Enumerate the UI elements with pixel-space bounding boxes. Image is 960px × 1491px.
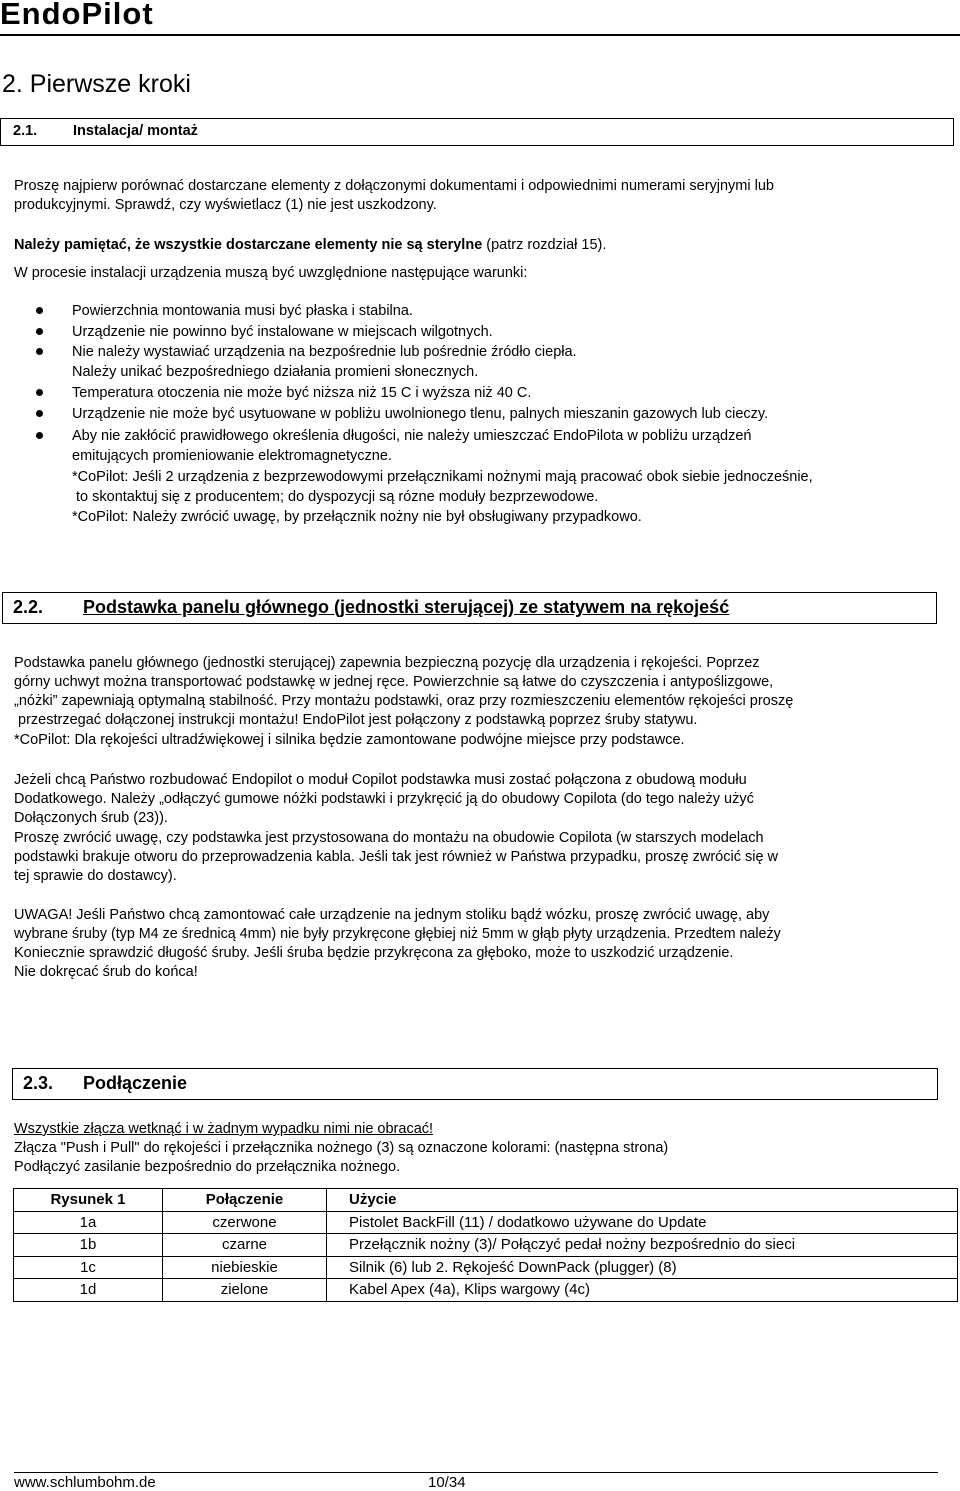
bold-note: Należy pamiętać, że wszystkie dostarczane elementy nie są sterylne (14, 237, 483, 253)
list-item: Aby nie zakłócić prawidłowego określenia długości, nie należy umieszczać EndoPilota w pobliżu urządzeń (72, 428, 752, 444)
list-item: Urządzenie nie może być usytuowane w pobliżu uwolnionego tlenu, palnych mieszanin gazowych lub cieczy. (72, 406, 769, 422)
section-title: Podłączenie (83, 1073, 188, 1093)
section-number: 2.1. (13, 123, 38, 139)
bullet-icon (36, 389, 43, 396)
paragraph (14, 236, 606, 255)
table-cell: 1c (14, 1256, 163, 1279)
list-item: Temperatura otoczenia nie może być niższa niż 15 C i wyższa niż 40 C. (72, 385, 532, 401)
paragraph: Dołączonych śrub (23)). (14, 810, 168, 826)
table-cell: czarne (163, 1234, 327, 1257)
table-cell: niebieskie (163, 1256, 327, 1279)
table-row (14, 1211, 958, 1234)
paragraph: Podłączyć zasilanie bezpośrednio do przełącznika nożnego. (14, 1159, 401, 1175)
page-number: 10/34 (428, 1474, 466, 1491)
header-divider (0, 34, 960, 36)
connection-table (13, 1188, 958, 1302)
table-row (14, 1234, 958, 1257)
table-row (14, 1256, 958, 1279)
paragraph: W procesie instalacji urządzenia muszą być uwzględnione następujące warunki: (14, 265, 528, 281)
section-title: Instalacja/ montaż (73, 123, 198, 139)
list-item-continuation: emitujących promieniowanie elektromagnetyczne. (72, 448, 392, 464)
paragraph: „nóżki” zapewniają optymalną stabilność. Przy montażu podstawki, oraz przy rozmieszczeniu elementów rękojeści proszę (14, 693, 794, 709)
table-row (14, 1279, 958, 1302)
table-cell: 1b (14, 1234, 163, 1257)
copilot-note: *CoPilot: Należy zwrócić uwagę, by przełącznik nożny nie był obsługiwany przypadkowo. (72, 509, 642, 525)
section-2-3-heading (12, 1068, 938, 1100)
paragraph: *CoPilot: Dla rękojeści ultradźwiękowej i silnika będzie zamontowane podwójne miejsce przy podstawce. (14, 732, 685, 748)
section-title: Podstawka panelu głównego (jednostki sterującej) ze statywem na rękojeść (83, 597, 730, 617)
table-cell: zielone (163, 1279, 327, 1302)
copilot-note: *CoPilot: Jeśli 2 urządzenia z bezprzewodowymi przełącznikami nożnymi mają pracować obok siebie jednocześnie, (72, 469, 813, 485)
chapter-title: 2. Pierwsze kroki (2, 70, 191, 98)
warning-paragraph: wybrane śruby (typ M4 ze średnicą 4mm) nie były przykręcone głębiej niż 5mm w głąb płyty urządzenia. Przedtem należy (14, 926, 781, 942)
paragraph: Złącza "Push i Pull" do rękojeści i przełącznika nożnego (3) są oznaczone kolorami: (następna strona) (14, 1140, 669, 1156)
section-number: 2.3. (23, 1073, 54, 1093)
table-cell: Przełącznik nożny (3)/ Połączyć pedał nożny bezpośrednio do sieci (327, 1234, 958, 1257)
section-2-1-heading (0, 118, 954, 146)
table-cell: 1a (14, 1211, 163, 1234)
list-item: Nie należy wystawiać urządzenia na bezpośrednie lub pośrednie źródło ciepła. (72, 344, 577, 360)
table-cell: czerwone (163, 1211, 327, 1234)
section-2-2-heading (2, 592, 937, 624)
paragraph: podstawki brakuje otworu do przeprowadzenia kabla. Jeśli tak jest również w Państwa przypadku, proszę zwrócić się w (14, 849, 779, 865)
paragraph: produkcyjnymi. Sprawdź, czy wyświetlacz (1) nie jest uszkodzony. (14, 197, 437, 213)
list-item: Należy unikać bezpośredniego działania promieni słonecznych. (72, 364, 479, 380)
bullet-icon (36, 348, 43, 355)
table-cell: 1d (14, 1279, 163, 1302)
bullet-icon (36, 328, 43, 335)
paragraph: Podstawka panelu głównego (jednostki sterującej) zapewnia bezpieczną pozycję dla urządzenia i rękojeści. Poprzez (14, 655, 760, 671)
table-cell: Pistolet BackFill (11) / dodatkowo używane do Update (327, 1211, 958, 1234)
note-ref: (patrz rozdział 15). (482, 237, 607, 253)
table-cell: Silnik (6) lub 2. Rękojeść DownPack (plugger) (8) (327, 1256, 958, 1279)
brand-logo: EndoPilot (0, 0, 154, 31)
paragraph: tej sprawie do dostawcy). (14, 868, 177, 884)
warning-paragraph: Koniecznie sprawdzić długość śruby. Jeśli śruba będzie przykręcona za głęboko, może to uszkodzić urządzenie. (14, 945, 734, 961)
copilot-note: to skontaktuj się z producentem; do dyspozycji są rózne moduły bezprzewodowe. (72, 489, 599, 505)
paragraph: Jeżeli chcą Państwo rozbudować Endopilot o moduł Copilot podstawka musi zostać połączona z obudową modułu (14, 772, 747, 788)
list-item: Urządzenie nie powinno być instalowane w miejscach wilgotnych. (72, 324, 493, 340)
footer-website: www.schlumbohm.de (14, 1474, 156, 1491)
paragraph: górny uchwyt można transportować podstawkę w jednej ręce. Powierzchnie są łatwe do czyszczenia i antypoślizgowe, (14, 674, 774, 690)
warning-paragraph: Nie dokręcać śrub do końca! (14, 964, 198, 980)
list-item: Powierzchnia montowania musi być płaska i stabilna. (72, 303, 413, 319)
warning-paragraph: UWAGA! Jeśli Państwo chcą zamontować całe urządzenie na jednym stoliku bądź wózku, proszę zwrócić uwagę, aby (14, 907, 770, 923)
paragraph: Dodatkowego. Należy „odłączyć gumowe nóżki podstawki i przykręcić ją do obudowy Copilota (do tego należy użyć (14, 791, 754, 807)
bullet-icon (36, 410, 43, 417)
paragraph: Proszę zwrócić uwagę, czy podstawka jest przystosowana do montażu na obudowie Copilota (w starszych modelach (14, 830, 764, 846)
column-header: Połączenie (163, 1189, 327, 1212)
bullet-icon (36, 432, 43, 439)
column-header: Rysunek 1 (14, 1189, 163, 1212)
paragraph: Proszę najpierw porównać dostarczane elementy z dołączonymi dokumentami i odpowiednimi numerami seryjnymi lub (14, 178, 774, 194)
paragraph: Wszystkie złącza wetknąć i w żadnym wypadku nimi nie obracać! (14, 1121, 434, 1137)
table-cell: Kabel Apex (4a), Klips wargowy (4c) (327, 1279, 958, 1302)
section-number: 2.2. (13, 597, 44, 617)
bullet-icon (36, 307, 43, 314)
footer-divider (14, 1472, 938, 1473)
paragraph: przestrzegać dołączonej instrukcji montażu! EndoPilot jest połączony z podstawką poprzez śruby statywu. (14, 712, 698, 728)
table-header-row (14, 1189, 958, 1212)
column-header: Użycie (327, 1189, 958, 1212)
